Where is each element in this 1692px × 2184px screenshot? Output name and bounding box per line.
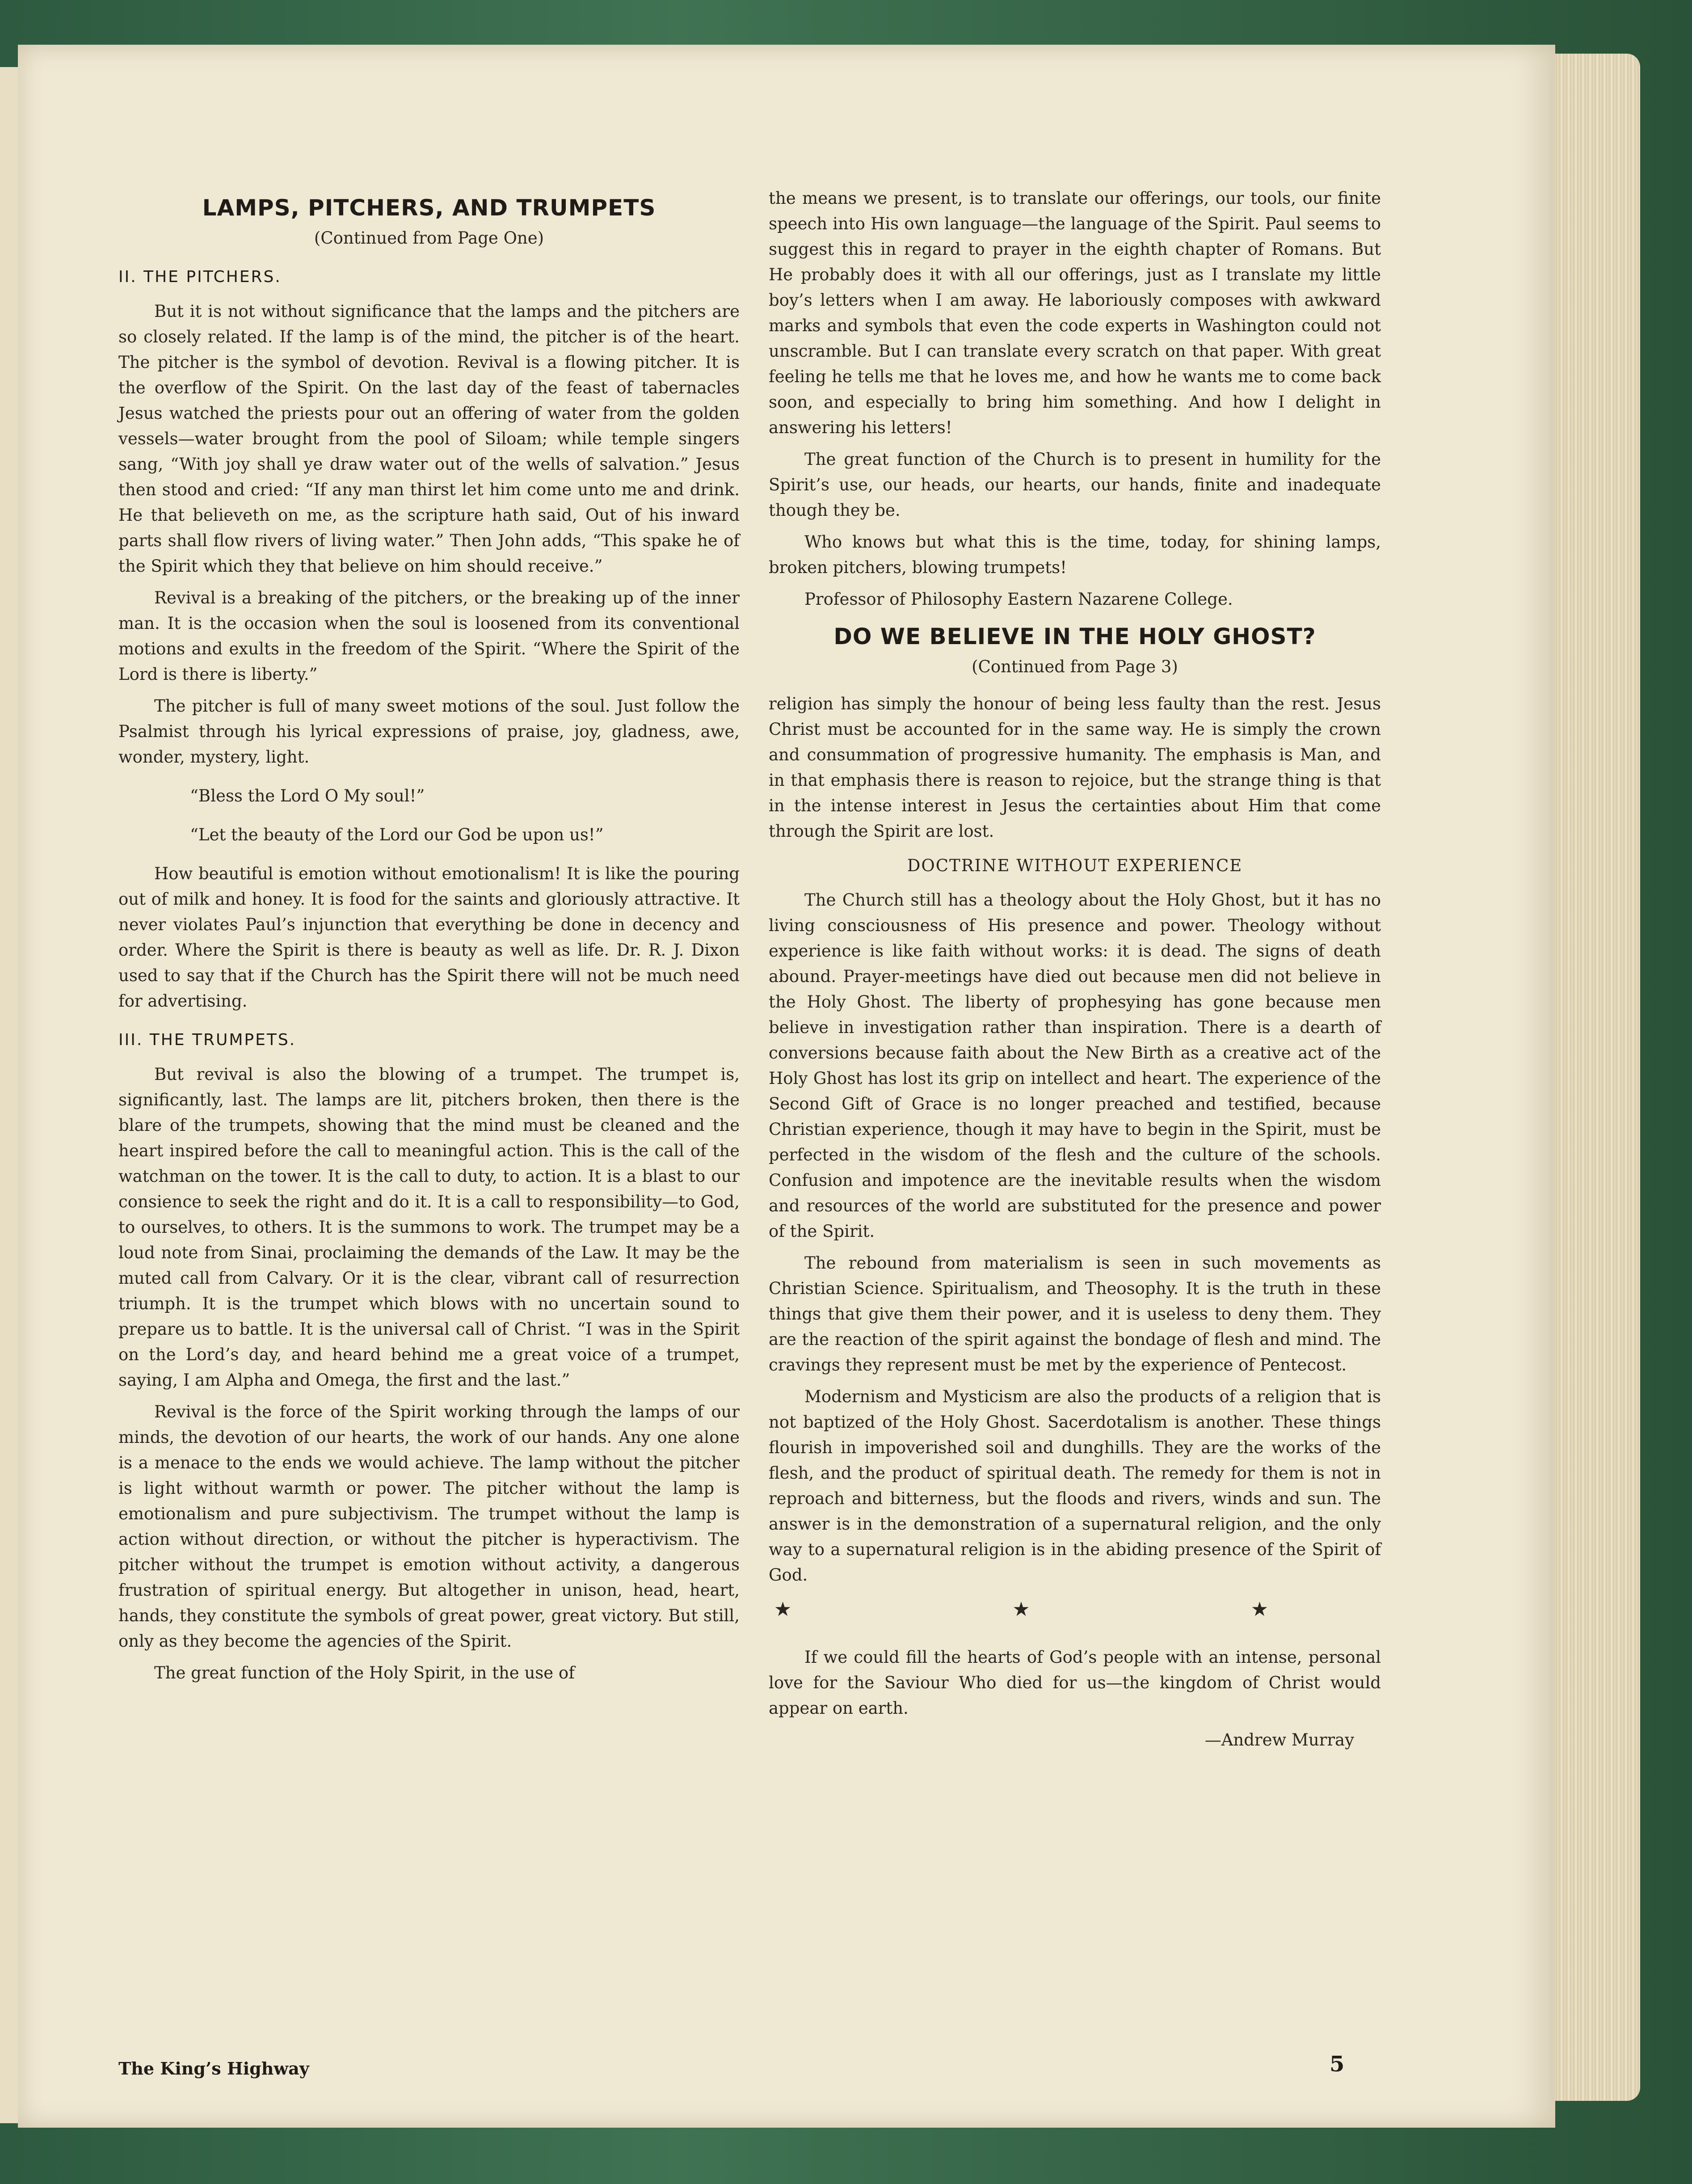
paragraph: But it is not without significance that the lamps and the pitchers are so closely related. If the lamp is of the mind, the pitcher is of the heart. The pitcher is the symbol of devotion. Revival is a flowing pitcher. It is the overflow of the Spirit. On the last day of the feast of tabernacles Jesus watched the priests pour out an offering of water from the golden vessels—water brought from the pool of Siloam; while temple singers sang, “With joy shall ye draw water out of the wells of salvation.” Jesus then stood and cried: “If any man thirst let him come unto me and drink. He that believeth on me, as the scripture hath said, Out of his inward parts shall flow rivers of living water.” Then John adds, “This spake he of the Spirit which they that believe on him should receive.” bbox=[118, 302, 740, 576]
section-heading-pitchers: II. THE PITCHERS. bbox=[118, 268, 282, 286]
subheading: DOCTRINE WITHOUT EXPERIENCE bbox=[907, 856, 1243, 875]
paragraph: Revival is a breaking of the pitchers, or the breaking up of the inner man. It is the occasion when the soul is loosened from its conventional motions and exults in the freedom of the Spirit. “Where the Spirit of the Lord is there is liberty.” bbox=[118, 588, 740, 684]
magazine-page bbox=[18, 45, 1555, 2128]
paragraph: The Church still has a theology about the Holy Ghost, but it has no living consciousness of His presence and power. Theology without experience is like faith without works: it is dead. The signs of death abound. Prayer-meetings have died out because men did not believe in the Holy Ghost. The liberty of prophesying has gone because men believe in investigation rather than inspiration. There is a dearth of conversions because faith about the New Birth as a creative act of the Holy Ghost has lost its grip on intellect and heart. The experience of the Second Gift of Grace is no longer preached and testified, because Christian experience, though it may have to begin in the Spirit, must be perfected in the wisdom of the flesh and the culture of the schools. Confusion and impotence are the inevitable results when the wisdom and resources of the world are substituted for the presence and power of the Spirit. bbox=[769, 890, 1381, 1241]
publication-name: The King’s Highway bbox=[118, 2058, 309, 2079]
paragraph: The great function of the Holy Spirit, in the use of bbox=[154, 1663, 575, 1682]
article-headline: DO WE BELIEVE IN THE HOLY GHOST? bbox=[833, 624, 1316, 649]
paragraph: The pitcher is full of many sweet motions of the soul. Just follow the Psalmist through his lyrical expressions of praise, joy, gladness, awe, wonder, mystery, light. bbox=[118, 696, 740, 767]
paragraph: How beautiful is emotion without emotionalism! It is like the pouring out of milk and honey. It is food for the saints and gloriously attractive. It never violates Paul’s injunction that everything be done in decency and order. Where the Spirit is there is beauty as well as life. Dr. R. J. Dixon used to say that if the Church has the Spirit there will not be much need for advertising. bbox=[118, 864, 740, 1011]
star-divider: ★ ★ ★ bbox=[774, 1598, 1376, 1621]
facing-page-edge bbox=[0, 67, 18, 2123]
left-column bbox=[118, 188, 740, 1692]
paragraph: The rebound from materialism is seen in such movements as Christian Science. Spiritualism, and Theosophy. It is the truth in these things that give them their power, and it is useless to deny them. They are the reaction of the spirit against the bondage of flesh and mind. The cravings they represent must be met by the experience of Pentecost. bbox=[769, 1253, 1381, 1374]
page-number: 5 bbox=[1330, 2052, 1345, 2077]
scripture-quote: “Let the beauty of the Lord our God be upon us!” bbox=[190, 825, 604, 844]
closing-quote: If we could fill the hearts of God’s people with an intense, personal love for the Saviour Who died for us—the kingdom of Christ would appear on earth. bbox=[769, 1648, 1381, 1718]
quote-attribution: —Andrew Murray bbox=[1204, 1730, 1354, 1750]
continued-note: (Continued from Page 3) bbox=[972, 657, 1178, 676]
paragraph: The great function of the Church is to present in humility for the Spirit’s use, our heads, our hearts, our hands, finite and inadequate though they be. bbox=[769, 450, 1381, 520]
paragraph: Revival is the force of the Spirit working through the lamps of our minds, the devotion of our hearts, the work of our hands. Any one alone is a menace to the ends we would achieve. The lamp without the pitcher is light without warmth or power. The pitcher without the lamp is emotionalism and pure subjectivism. The trumpet without the lamp is action without direction, or without the pitcher is hyperactivism. The pitcher without the trumpet is emotion without activity, a dangerous frustration of spiritual energy. But altogether in unison, head, heart, hands, they constitute the symbols of great power, great victory. But still, only as they become the agencies of the Spirit. bbox=[118, 1402, 740, 1651]
paragraph: the means we present, is to translate our offerings, our tools, our finite speech into His own language—the language of the Spirit. Paul seems to suggest this in regard to prayer in the eighth chapter of Romans. But He probably does it with all our offerings, just as I translate my little boy’s letters when I am away. He laboriously composes with awkward marks and symbols that even the code experts in Washington could not unscramble. But I can translate every scratch on that paper. With great feeling he tells me that he loves me, and how he wants me to come back soon, and especially to bring him something. And how I delight in answering his letters! bbox=[769, 189, 1381, 437]
scripture-quote: “Bless the Lord O My soul!” bbox=[190, 786, 425, 805]
paragraph: But revival is also the blowing of a trumpet. The trumpet is, significantly, last. The lamps are lit, pitchers broken, then there is the blare of the trumpets, showing that the mind must be cleaned and the heart inspired before the call to meaningful action. This is the call of the watchman on the tower. It is the call to duty, to action. It is a blast to our consience to seek the right and do it. It is a call to responsibility—to God, to ourselves, to others. It is the summons to work. The trumpet may be a loud note from Sinai, proclaiming the demands of the Law. It may be the muted call from Calvary. Or it is the clear, vibrant call of resurrection triumph. It is the trumpet which blows with no uncertain sound to prepare us to battle. It is the universal call of Christ. “I was in the Spirit on the Lord’s day, and heard behind me a great voice of a trumpet, saying, I am Alpha and Omega, the first and the last.” bbox=[118, 1065, 740, 1390]
section-heading-trumpets: III. THE TRUMPETS. bbox=[118, 1031, 296, 1049]
author-signature: Professor of Philosophy Eastern Nazarene College. bbox=[804, 590, 1233, 609]
paragraph: religion has simply the honour of being less faulty than the rest. Jesus Christ must be accounted for in the same way. He is simply the crown and consummation of progressive humanity. The emphasis is Man, and in that emphasis there is reason to rejoice, but the strange thing is that in the intense interest in Jesus the certainties about Him that come through the Spirit are lost. bbox=[769, 694, 1381, 841]
paragraph: Who knows but what this is the time, today, for shining lamps, broken pitchers, blowing trumpets! bbox=[769, 532, 1381, 577]
article-headline: LAMPS, PITCHERS, AND TRUMPETS bbox=[202, 195, 656, 221]
right-column bbox=[769, 186, 1381, 1753]
paragraph: Modernism and Mysticism are also the products of a religion that is not baptized of the Holy Ghost. Sacerdotalism is another. These things flourish in impoverished soil and dunghills. They are the works of the flesh, and the product of spiritual death. The remedy for them is not in reproach and bitterness, but the floods and rivers, winds and sun. The answer is in the demonstration of a supernatural religion, and the only way to a supernatural religion is in the abiding presence of the Spirit of God. bbox=[769, 1387, 1381, 1585]
continued-note: (Continued from Page One) bbox=[314, 228, 544, 248]
